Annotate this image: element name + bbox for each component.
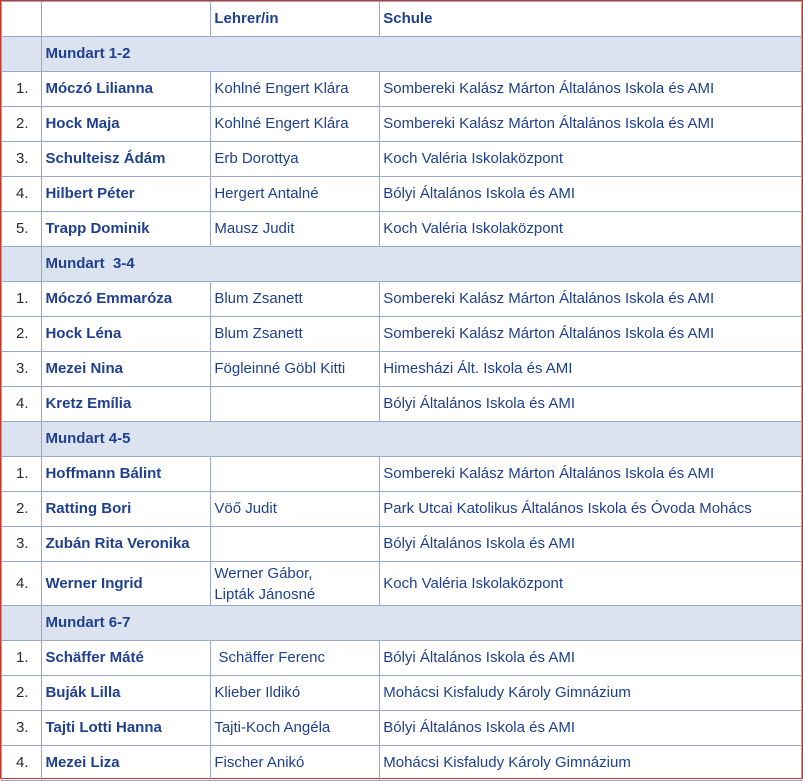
table-row xyxy=(2,72,802,107)
section-row xyxy=(2,606,802,641)
teacher-name: Blum Zsanett xyxy=(211,282,380,317)
rank-cell: 4. xyxy=(2,177,42,212)
student-name: Hilbert Péter xyxy=(42,177,211,212)
rank-cell: 5. xyxy=(2,212,42,247)
rank-cell: 2. xyxy=(2,317,42,352)
rank-cell: 1. xyxy=(2,457,42,492)
teacher-name: Mausz Judit xyxy=(211,212,380,247)
school-name: Koch Valéria Iskolaközpont xyxy=(380,142,802,177)
student-name: Móczó Lilianna xyxy=(42,72,211,107)
section-row xyxy=(2,37,802,72)
teacher-name: Tajti-Koch Angéla xyxy=(211,711,380,746)
table-row xyxy=(2,746,802,781)
teacher-name xyxy=(211,527,380,562)
table-row xyxy=(2,177,802,212)
table-row xyxy=(2,212,802,247)
section-spacer xyxy=(2,37,42,72)
rank-cell: 3. xyxy=(2,711,42,746)
student-name: Móczó Emmaróza xyxy=(42,282,211,317)
rank-cell: 1. xyxy=(2,72,42,107)
section-row xyxy=(2,422,802,457)
table-row xyxy=(2,641,802,676)
table-row xyxy=(2,711,802,746)
student-name: Trapp Dominik xyxy=(42,212,211,247)
school-name: Bólyi Általános Iskola és AMI xyxy=(380,711,802,746)
school-name: Bólyi Általános Iskola és AMI xyxy=(380,641,802,676)
section-title: Mundart 3-4 xyxy=(42,247,802,282)
section-spacer xyxy=(2,422,42,457)
table-row xyxy=(2,352,802,387)
table-row xyxy=(2,492,802,527)
school-name: Himesházi Ált. Iskola és AMI xyxy=(380,352,802,387)
header-name xyxy=(42,2,211,37)
school-name: Bólyi Általános Iskola és AMI xyxy=(380,177,802,212)
teacher-name xyxy=(211,387,380,422)
teacher-name: Fischer Anikó xyxy=(211,746,380,781)
school-name: Park Utcai Katolikus Általános Iskola és Óvoda Mohács xyxy=(380,492,802,527)
teacher-name: Kohlné Engert Klára xyxy=(211,72,380,107)
section-spacer xyxy=(2,606,42,641)
rank-cell: 1. xyxy=(2,282,42,317)
rank-cell: 2. xyxy=(2,107,42,142)
teacher-name-line-1: Werner Gábor, xyxy=(214,564,313,582)
student-name: Tajti Lotti Hanna xyxy=(42,711,211,746)
school-name: Mohácsi Kisfaludy Károly Gimnázium xyxy=(380,746,802,781)
student-name: Hock Léna xyxy=(42,317,211,352)
teacher-name: Kohlné Engert Klára xyxy=(211,107,380,142)
school-name: Sombereki Kalász Márton Általános Iskola és AMI xyxy=(380,72,802,107)
header-num xyxy=(2,2,42,37)
school-name: Sombereki Kalász Márton Általános Iskola és AMI xyxy=(380,317,802,352)
school-name: Sombereki Kalász Márton Általános Iskola és AMI xyxy=(380,107,802,142)
student-name: Zubán Rita Veronika xyxy=(42,527,211,562)
table-row xyxy=(2,282,802,317)
section-title: Mundart 4-5 xyxy=(42,422,802,457)
student-name: Mezei Nina xyxy=(42,352,211,387)
school-name: Sombereki Kalász Márton Általános Iskola és AMI xyxy=(380,282,802,317)
table-row xyxy=(2,457,802,492)
school-name: Koch Valéria Iskolaközpont xyxy=(380,212,802,247)
rank-cell: 4. xyxy=(2,387,42,422)
teacher-name: Vöő Judit xyxy=(211,492,380,527)
rank-cell: 2. xyxy=(2,676,42,711)
rank-cell: 2. xyxy=(2,492,42,527)
table-row xyxy=(2,387,802,422)
rank-cell: 4. xyxy=(2,746,42,781)
section-row xyxy=(2,247,802,282)
header-teacher: Lehrer/in xyxy=(211,2,380,37)
student-name: Hock Maja xyxy=(42,107,211,142)
school-name: Bólyi Általános Iskola és AMI xyxy=(380,387,802,422)
student-name: Kretz Emília xyxy=(42,387,211,422)
teacher-name-line-2: Lipták Jánosné xyxy=(214,585,316,603)
teacher-name: Hergert Antalné xyxy=(211,177,380,212)
teacher-name xyxy=(211,457,380,492)
rank-cell: 1. xyxy=(2,641,42,676)
header-school: Schule xyxy=(380,2,802,37)
section-title: Mundart 1-2 xyxy=(42,37,802,72)
table-row xyxy=(2,317,802,352)
school-name: Mohácsi Kisfaludy Károly Gimnázium xyxy=(380,676,802,711)
section-title: Mundart 6-7 xyxy=(42,606,802,641)
school-name: Koch Valéria Iskolaközpont xyxy=(380,562,802,606)
table-row xyxy=(2,107,802,142)
teacher-names xyxy=(211,562,380,606)
student-name: Schäffer Máté xyxy=(42,641,211,676)
student-name: Hoffmann Bálint xyxy=(42,457,211,492)
teacher-name: Fögleinné Göbl Kitti xyxy=(211,352,380,387)
school-name: Bólyi Általános Iskola és AMI xyxy=(380,527,802,562)
rank-cell: 4. xyxy=(2,562,42,606)
school-name: Sombereki Kalász Márton Általános Iskola és AMI xyxy=(380,457,802,492)
student-name: Buják Lilla xyxy=(42,676,211,711)
student-name: Schulteisz Ádám xyxy=(42,142,211,177)
teacher-name: Blum Zsanett xyxy=(211,317,380,352)
student-name: Ratting Bori xyxy=(42,492,211,527)
teacher-name: Erb Dorottya xyxy=(211,142,380,177)
section-spacer xyxy=(2,247,42,282)
rank-cell: 3. xyxy=(2,527,42,562)
table-row xyxy=(2,142,802,177)
rank-cell: 3. xyxy=(2,142,42,177)
table-row xyxy=(2,562,802,606)
student-name: Mezei Liza xyxy=(42,746,211,781)
student-name: Werner Ingrid xyxy=(42,562,211,606)
table-row xyxy=(2,527,802,562)
rank-cell: 3. xyxy=(2,352,42,387)
table-row xyxy=(2,676,802,711)
teacher-name: Klieber Ildikó xyxy=(211,676,380,711)
header-row xyxy=(2,2,802,37)
teacher-name: Schäffer Ferenc xyxy=(211,641,380,676)
results-table xyxy=(1,1,802,781)
